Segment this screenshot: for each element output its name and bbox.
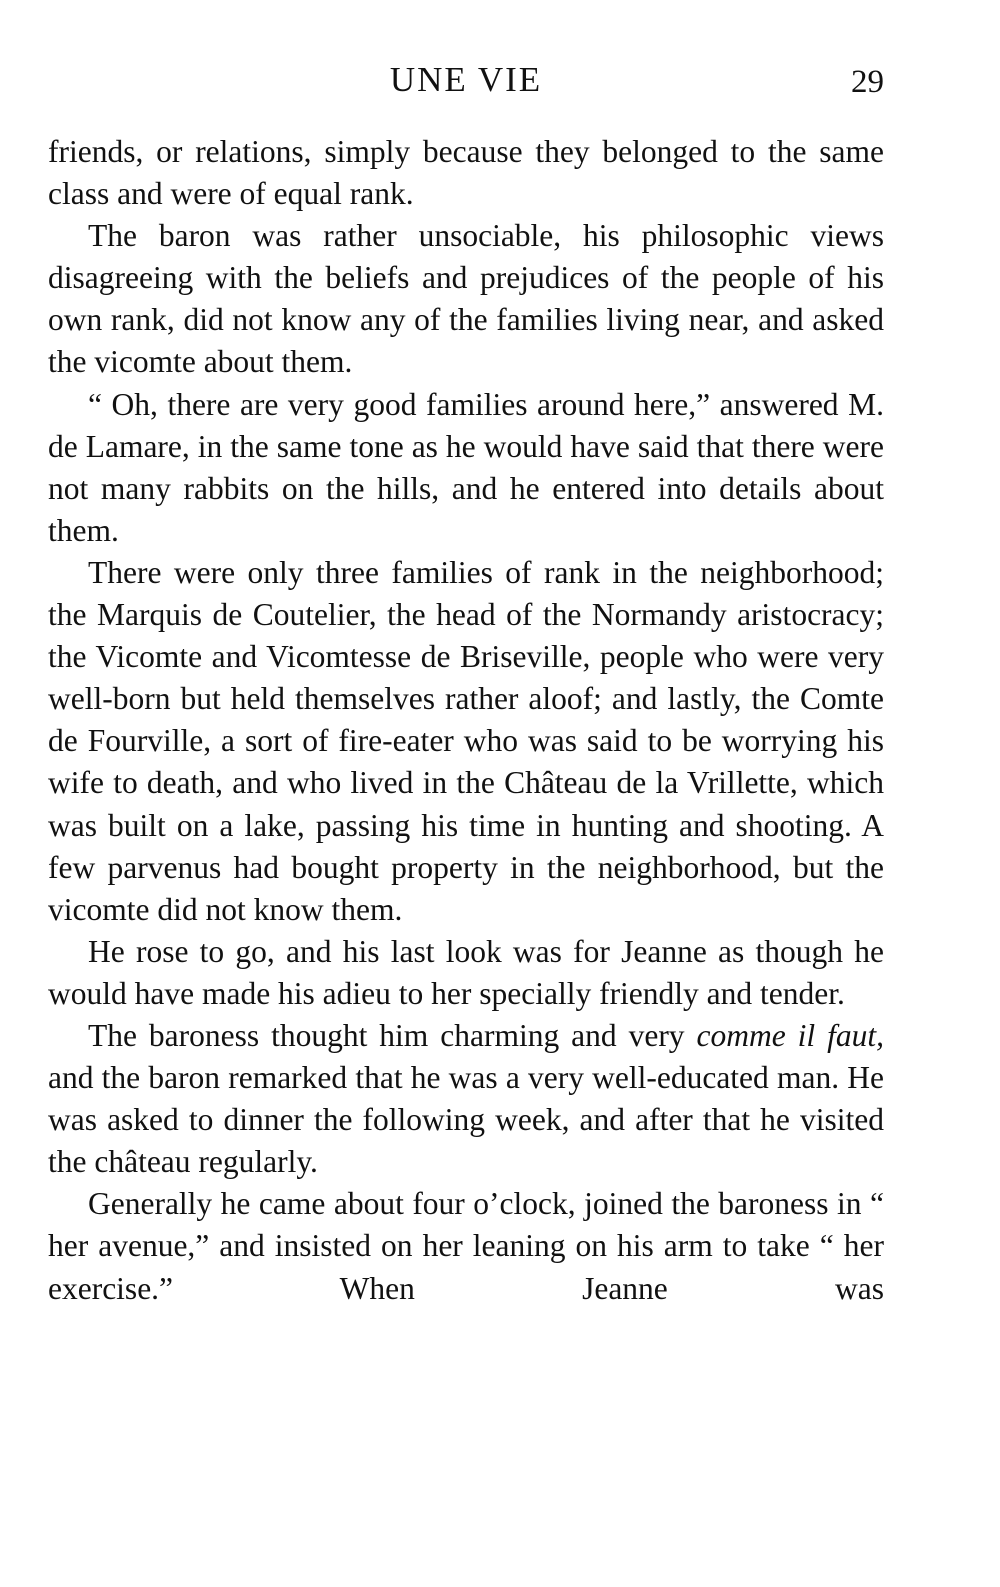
page-number: 29 [851,64,884,100]
paragraph-text: He rose to go, and his last look was for Jeanne as though he would have made his adieu to her specially friendly and tender. [48,933,884,1011]
paragraph-text: and the baron remarked that he was a very well-educated man. He was asked to dinner the following week, and after that he visited the château regularly. [48,1060,884,1180]
paragraph-text: Generally he came about four o’clock, joined the baroness in “ her avenue,” and insisted on her leaning on his arm to take “ her exercise.” When Jeanne was [48,1186,884,1306]
paragraph-text: The baron was rather unsociable, his philosophic views disagreeing with the beliefs and prejudices of the people of his own rank, did not know any of the families living near, and asked the vicomte about them. [48,218,884,380]
paragraph-text: “ Oh, there are very good families around here,” answered M. de Lamare, in the same tone as he would have said that there were not many rabbits on the hills, and he entered into details about them. [48,386,884,548]
paragraph-text: friends, or relations, simply because they belonged to the same class and were of equal rank. [48,134,884,212]
paragraph-6 [48,1015,884,1183]
paragraph-1 [48,131,884,215]
paragraph-5 [48,931,884,1015]
paragraph-4 [48,552,884,931]
paragraph-text: The baroness thought him charming and very [88,1017,697,1053]
paragraph-2 [48,215,884,383]
italic-phrase: comme il faut, [696,1017,885,1053]
paragraph-7 [48,1183,884,1309]
body-text [48,131,884,1310]
running-title: UNE VIE [389,60,543,99]
running-head [48,58,884,102]
paragraph-3 [48,384,884,552]
paragraph-text: There were only three families of rank in the neighborhood; the Marquis de Coutelier, the head of the Normandy aristocracy; the Vicomte and Vicomtesse de Briseville, people who were very well-born but held themselves rather aloof; and lastly, the Comte de Fourville, a sort of fire-eater who was said to be worrying his wife to death, and who lived in the Château de la Vrillette, which was built on a lake, passing his time in hunting and shooting. A few parvenus had bought property in the neighborhood, but the vicomte did not know them. [48,554,884,927]
